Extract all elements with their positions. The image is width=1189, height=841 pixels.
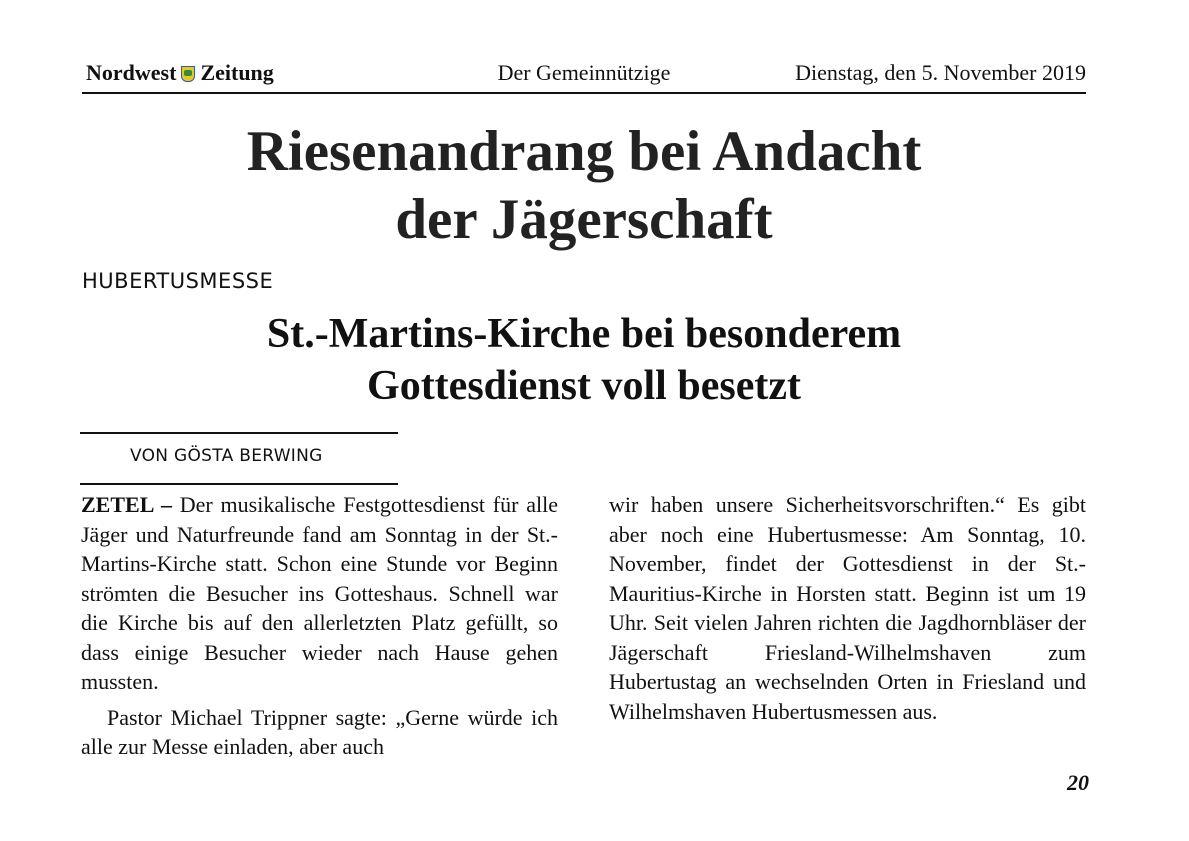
headline-line1: Riesenandrang bei Andacht bbox=[246, 120, 922, 183]
coat-of-arms-icon bbox=[181, 66, 195, 82]
section-title: Der Gemeinnützige bbox=[497, 60, 671, 85]
subheadline bbox=[82, 308, 1086, 412]
article-column-1 bbox=[81, 490, 558, 762]
subhead-line2: Gottesdienst voll besetzt bbox=[367, 363, 801, 409]
paper-name-part1: Nordwest bbox=[86, 60, 177, 85]
byline-rule-top bbox=[80, 432, 398, 434]
headline bbox=[82, 118, 1086, 254]
subhead-line1: St.-Martins-Kirche bei besonderem bbox=[266, 311, 902, 357]
kicker: HUBERTUSMESSE bbox=[82, 269, 274, 293]
headline-line2: der Jägerschaft bbox=[395, 188, 773, 251]
dateline: ZETEL – bbox=[81, 492, 172, 517]
article-column-2 bbox=[609, 490, 1086, 726]
page-number: 20 bbox=[1067, 770, 1089, 795]
byline-rule-bottom bbox=[80, 483, 398, 485]
masthead bbox=[82, 58, 1086, 94]
paragraph-1-text: Der musikalische Festgottesdienst für alle Jäger und Naturfreunde fand am Sonntag in der St.-Martins-Kirche statt. Schon eine Stunde vor Beginn strömten die Besucher ins Gotteshaus. Schnell war die Kirche bis auf den allerletzten Platz gefüllt, so dass einige Besucher wieder nach Hause gehen mussten. bbox=[81, 492, 559, 694]
paragraph-1 bbox=[81, 490, 558, 697]
byline: VON GÖSTA BERWING bbox=[130, 446, 323, 466]
paper-name-part2: Zeitung bbox=[200, 60, 274, 85]
paragraph-2-continued: wir haben unsere Sicherheitsvorschriften.“ Es gibt aber noch eine Hubertusmesse: Am Sonntag, 10. November, findet der Gottesdienst in der St.-Mauritius-Kirche in Horsten statt. Beginn ist um 19 Uhr. Seit vielen Jahren richten die Jagdhornbläser der Jägerschaft Friesland-Wilhelmshaven zum Hubertustag an wechselnden Orten in Friesland und Wilhelmshaven Hubertusmessen aus. bbox=[609, 492, 1086, 724]
issue-date: Dienstag, den 5. November 2019 bbox=[795, 60, 1086, 85]
newspaper-logo bbox=[86, 60, 274, 86]
paragraph-2-start: Pastor Michael Trippner sagte: „Gerne würde ich alle zur Messe einladen, aber auch bbox=[81, 704, 558, 759]
